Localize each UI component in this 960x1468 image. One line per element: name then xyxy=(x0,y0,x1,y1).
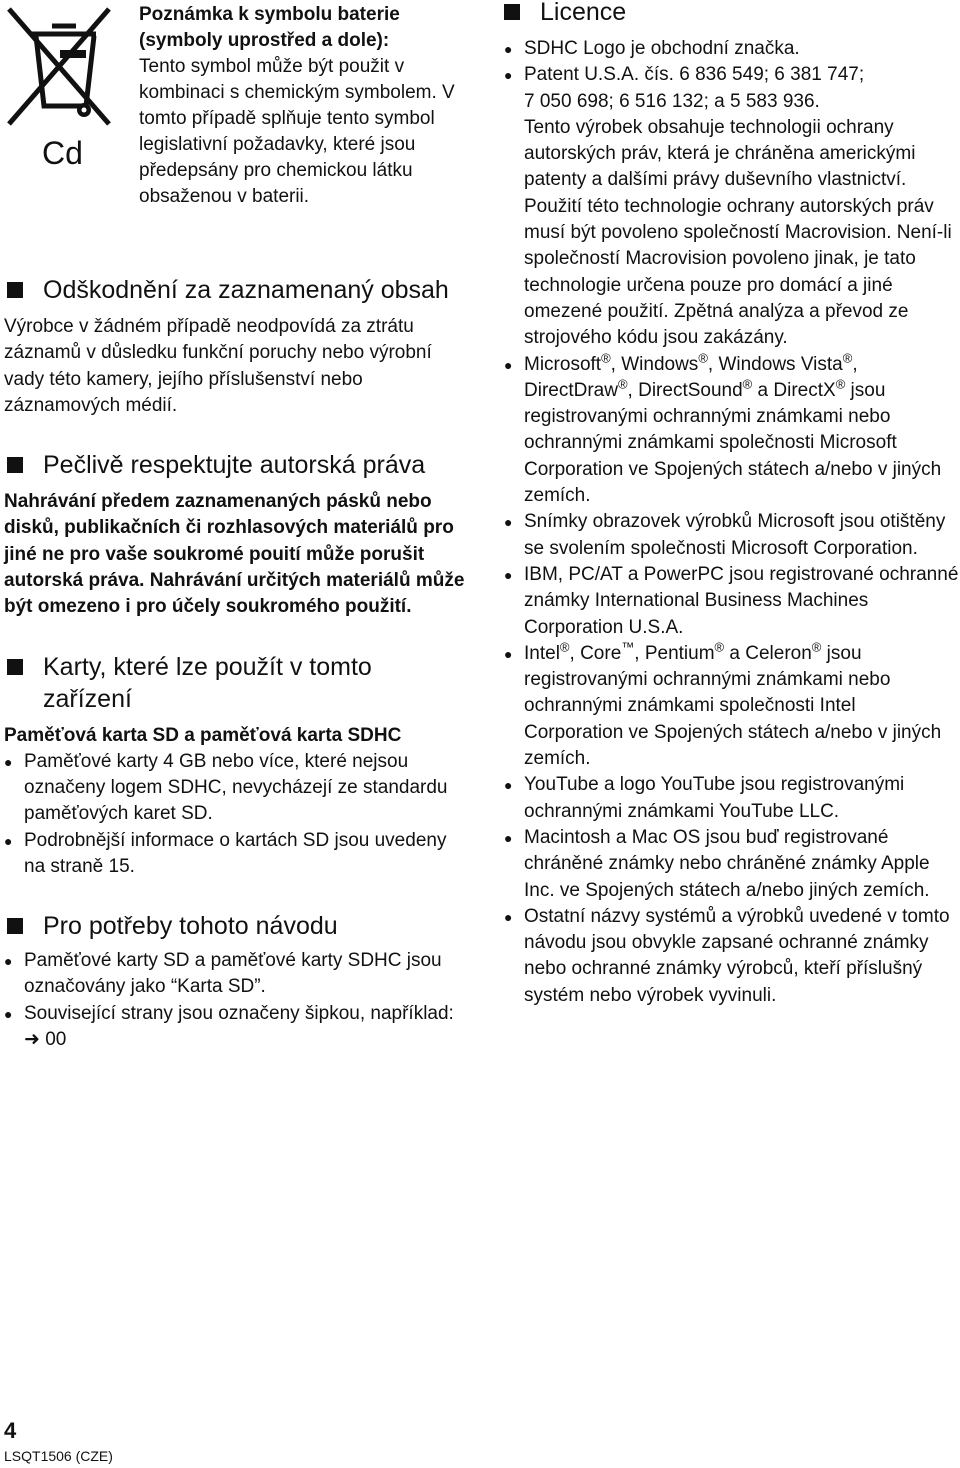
list-item xyxy=(504,62,960,351)
square-bullet-icon xyxy=(504,4,520,20)
trademark-name: , Windows Vista xyxy=(707,353,843,375)
square-bullet-icon xyxy=(7,659,23,675)
right-column xyxy=(504,0,960,1009)
patent-line-2: 7 050 698; 6 516 132; a 5 583 936. xyxy=(524,90,820,112)
list-item: ● SDHC Logo je obchodní značka. xyxy=(504,36,960,62)
list-item: ● YouTube a logo YouTube jsou registrovanými ochrannými známkami YouTube LLC. xyxy=(504,772,960,825)
patent-text: Tento výrobek obsahuje technologii ochrany autorských práv, která je chráněna americkými patenty a dalšími právy duševního vlastnictví. Použití této technologie ochrany autorských práv musí být povoleno společností Macrovision. Není-li společností Macrovision povoleno jinak, je tato technologie určena pouze pro domácí a jiné omezené použití. Zpětná analýza a převod ze strojového kódu jsou zakázány. xyxy=(524,116,952,349)
section-heading xyxy=(4,651,466,715)
section-heading xyxy=(4,449,466,481)
list-item: ● Snímky obrazovek výrobků Microsoft jsou otištěny se svolením společnosti Microsoft Corporation. xyxy=(504,509,960,562)
trademark-name: , DirectSound xyxy=(627,379,743,401)
section-subtitle: Paměťová karta SD a paměťová karta SDHC xyxy=(4,724,402,746)
registered-mark: ® xyxy=(698,350,708,366)
section-title: Licence xyxy=(540,0,627,26)
section-copyright xyxy=(4,449,466,620)
list-item: ● Paměťové karty SD a paměťové karty SDHC jsou označovány jako “Karta SD”. xyxy=(4,948,466,1001)
section-heading xyxy=(4,910,466,942)
section-title: Odškodnění za zaznamenaný obsah xyxy=(43,276,449,304)
section-heading xyxy=(4,274,466,306)
section-heading xyxy=(504,0,960,28)
document-code: LSQT1506 (CZE) xyxy=(4,1448,113,1464)
list-item-text: Související strany jsou označeny šipkou, například: xyxy=(24,1002,454,1024)
list-item: ● Macintosh a Mac OS jsou buď registrované chráněné známky nebo chráněné známky Apple Inc. ve Spojených státech a/nebo jiných zemích. xyxy=(504,825,960,904)
list-item xyxy=(504,352,960,510)
registered-mark: ® xyxy=(559,639,570,655)
left-column xyxy=(4,0,466,1053)
trademark-name: , DirectDraw xyxy=(524,353,858,401)
trademark-name: , Windows xyxy=(610,353,699,375)
registered-mark: ® xyxy=(811,639,822,655)
licence-bullets xyxy=(504,36,960,1009)
list-item xyxy=(4,1001,466,1054)
registered-mark: ® xyxy=(842,350,853,366)
registered-mark: ® xyxy=(601,350,611,366)
registered-mark: ® xyxy=(742,376,753,392)
patent-line-1: Patent U.S.A. čís. 6 836 549; 6 381 747; xyxy=(524,64,865,86)
section-manual xyxy=(4,910,466,1053)
list-item-text: jsou registrovanými ochrannými známkami nebo ochrannými známkami společnosti Intel Corporation ve Spojených státech a/nebo v jiných zemích. xyxy=(524,642,942,770)
trademark-name: Intel xyxy=(524,642,560,664)
arrow-right-icon: ➜ xyxy=(24,1029,40,1051)
manual-bullets xyxy=(4,948,466,1053)
section-title: Karty, které lze použít v tomto zařízení xyxy=(43,652,372,713)
section-compensation xyxy=(4,274,466,419)
battery-note-text: Tento symbol může být použit v kombinaci s chemickým symbolem. V tomto případě splňuje tento symbol legislativní požadavky, které jsou předepsány pro chemickou látku obsaženou v baterii. xyxy=(139,56,455,207)
square-bullet-icon xyxy=(7,282,23,298)
section-text: Výrobce v žádném případě neodpovídá za ztrátu záznamů v důsledku funkční poruchy nebo výrobní vady této kamery, jejího příslušenství nebo záznamových médií. xyxy=(4,316,432,416)
list-item xyxy=(504,641,960,772)
list-item: ● IBM, PC/AT a PowerPC jsou registrované ochranné známky International Business Machines Corporation U.S.A. xyxy=(504,562,960,641)
list-item: ● Ostatní názvy systémů a výrobků uvedené v tomto návodu jsou obvykle zapsané ochranné známky nebo ochranné známky výrobců, kteří příslušný systém nebo výrobek vyvinuli. xyxy=(504,904,960,1009)
crossed-bin-cd-icon xyxy=(4,4,114,174)
battery-note xyxy=(139,2,469,210)
cd-label: Cd xyxy=(42,135,83,171)
square-bullet-icon xyxy=(7,918,23,934)
registered-mark: ® xyxy=(714,639,725,655)
trademark-name: Microsoft xyxy=(524,353,602,375)
cards-bullets xyxy=(4,749,466,880)
trademark-mark: ™ xyxy=(621,639,635,655)
registered-mark: ® xyxy=(835,376,846,392)
square-bullet-icon xyxy=(7,457,23,473)
registered-mark: ® xyxy=(617,376,628,392)
list-item-text: jsou registrovanými ochrannými známkami nebo ochrannými známkami společnosti Microsoft Corporation ve Spojených státech a/nebo v jiných zemích. xyxy=(524,379,942,507)
list-item: ● Podrobnější informace o kartách SD jsou uvedeny na straně 15. xyxy=(4,828,466,881)
battery-notice xyxy=(4,0,466,238)
section-cards xyxy=(4,651,466,880)
trademark-name: , Pentium xyxy=(634,642,715,664)
battery-note-title: Poznámka k symbolu baterie (symboly uprostřed a dole): xyxy=(139,4,400,51)
trademark-name: a Celeron xyxy=(724,642,812,664)
page-reference: 00 xyxy=(45,1029,67,1051)
section-title: Pro potřeby tohoto návodu xyxy=(43,912,338,941)
list-item: ● Paměťové karty 4 GB nebo více, které nejsou označeny logem SDHC, nevycházejí ze standardu paměťových karet SD. xyxy=(4,749,466,828)
trademark-name: , Core xyxy=(569,642,622,664)
trademark-name: a DirectX xyxy=(752,379,836,401)
section-title: Pečlivě respektujte autorská práva xyxy=(43,451,426,480)
section-text: Nahrávání předem zaznamenaných pásků nebo disků, publikačních či rozhlasových materiálů pro jiné ne pro vaše soukromé pouití může porušit autorská práva. Nahrávání určitých materiálů může být omezeno i pro účely soukromého použití. xyxy=(4,491,465,618)
page-number: 4 xyxy=(4,1418,17,1443)
